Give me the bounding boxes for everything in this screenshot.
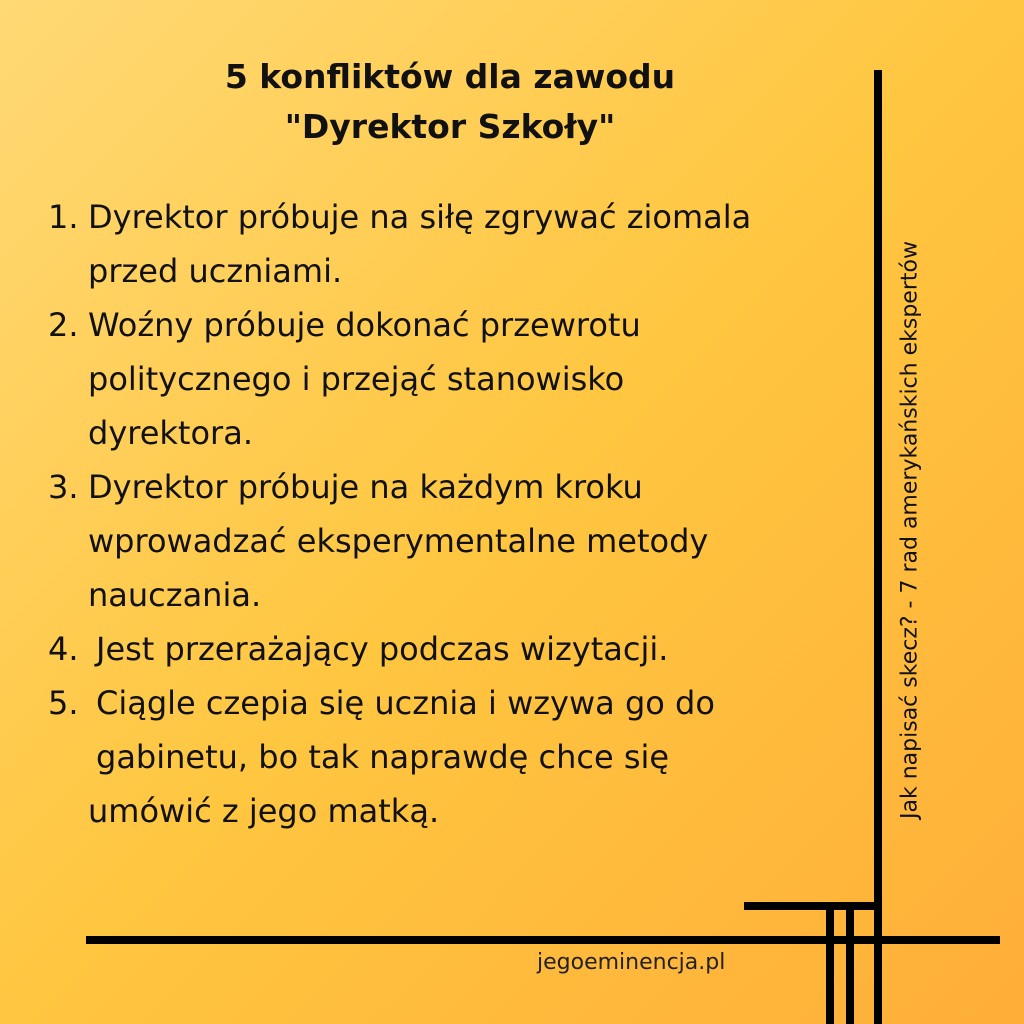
item-line: politycznego i przejąć stanowisko [88,360,625,398]
list-item-1 [48,190,868,298]
conflict-list [48,190,868,838]
item-line: Dyrektor próbuje na siłę zgrywać ziomala [88,198,752,236]
item-line: Jest przerażający podczas wizytacji. [96,630,669,668]
item-number: 4. [48,630,79,668]
item-line: Woźny próbuje dokonać przewrotu [88,306,641,344]
side-caption: Jak napisać skecz? - 7 rad amerykańskich ekspertów [897,241,923,819]
item-line: gabinetu, bo tak naprawdę chce się [96,738,670,776]
list-item-3 [48,460,868,622]
vertical-line-left [826,902,834,1024]
footer-domain: jegoeminencja.pl [537,950,726,975]
item-line: umówić z jego matką. [88,792,440,830]
item-line: dyrektora. [88,414,253,452]
horizontal-line-short [744,902,880,910]
vertical-line-mid [846,902,854,1024]
item-number: 3. [48,468,79,506]
page-title [90,52,810,152]
item-line: nauczania. [88,576,262,614]
item-number: 2. [48,306,79,344]
item-line: Dyrektor próbuje na każdym kroku [88,468,643,506]
item-number: 5. [48,684,79,722]
list-item-5 [48,676,868,838]
list-item-4 [48,622,868,676]
title-line-1: 5 konfliktów dla zawodu [224,57,676,96]
horizontal-line-bottom [86,936,1000,944]
item-line: przed uczniami. [88,252,343,290]
item-line: wprowadzać eksperymentalne metody [88,522,709,560]
item-line: Ciągle czepia się ucznia i wzywa go do [96,684,715,722]
item-number: 1. [48,198,79,236]
title-line-2: "Dyrektor Szkoły" [284,107,616,146]
vertical-line-main [874,70,882,1024]
list-item-2 [48,298,868,460]
